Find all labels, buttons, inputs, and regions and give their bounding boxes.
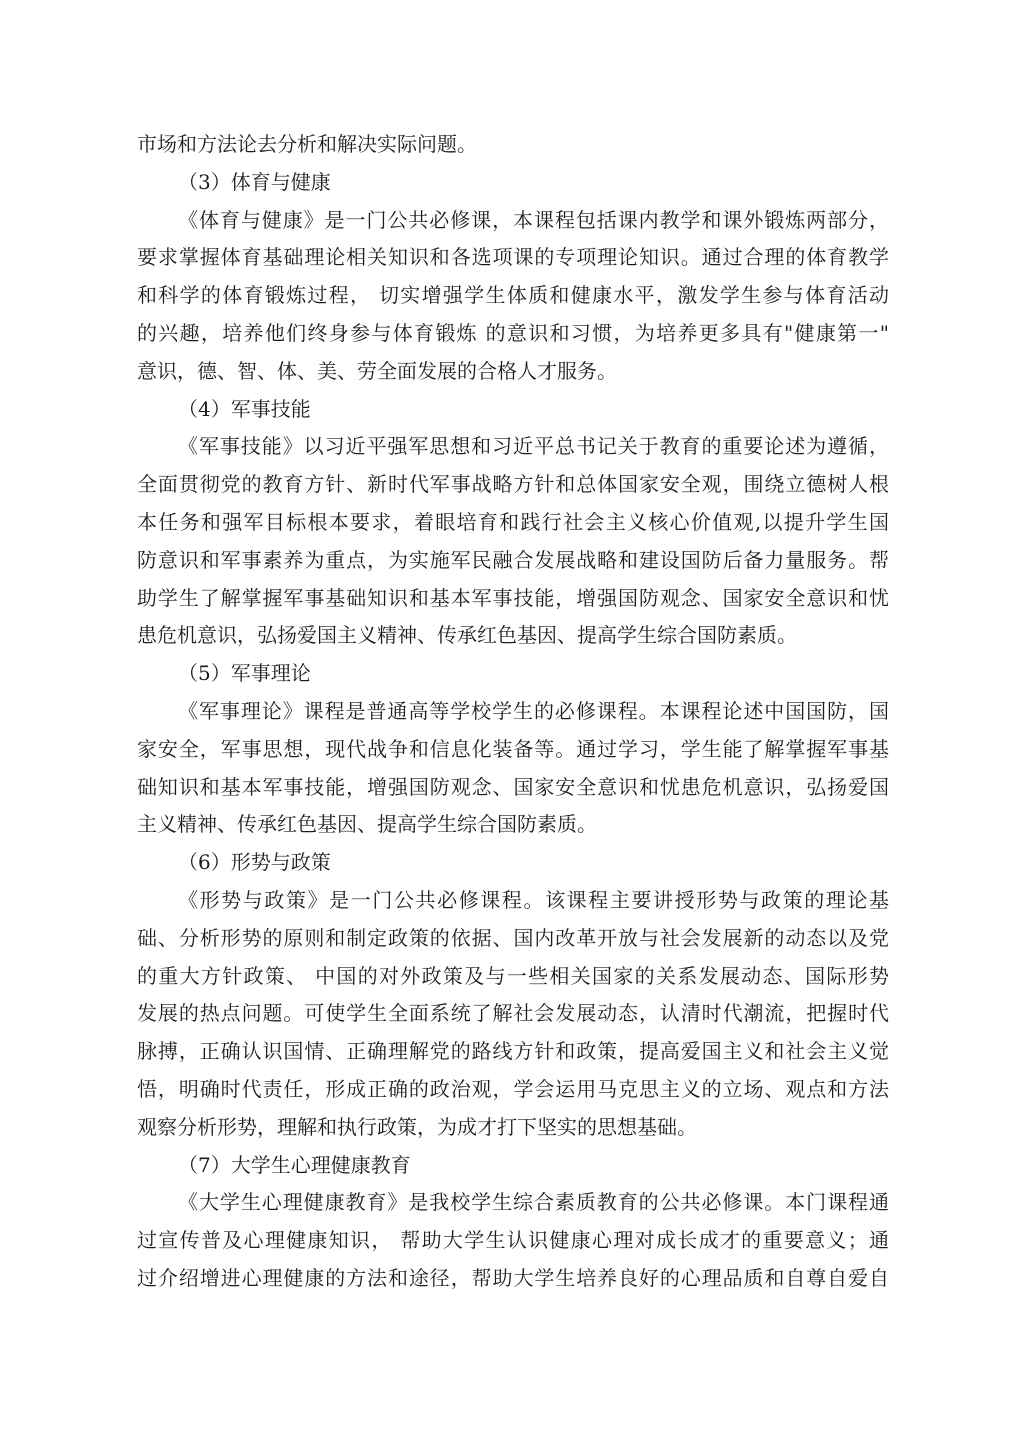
section-mental-health-education [137, 1147, 889, 1298]
paragraph-continuation [137, 126, 889, 164]
text-line: 脉搏，正确认识国情、正确理解党的路线方针和政策，提高爱国主义和社会主义觉 [137, 1039, 889, 1064]
text-line: 患危机意识，弘扬爱国主义精神、传承红色基因、提高学生综合国防素质。 [137, 623, 797, 648]
text-line: 全面贯彻党的教育方针、新时代军事战略方针和总体国家安全观，围绕立德树人根 [137, 472, 889, 497]
body-text [137, 126, 889, 1298]
text-line: 悟，明确时代责任，形成正确的政治观，学会运用马克思主义的立场、观点和方法 [137, 1076, 889, 1101]
section-physical-education [137, 164, 889, 391]
text-line: 《大学生心理健康教育》是我校学生综合素质教育的公共必修课。本门课程通 [178, 1190, 889, 1215]
text-line: 过介绍增进心理健康的方法和途径，帮助大学生培养良好的心理品质和自尊自爱自 [137, 1265, 889, 1290]
text-line: 发展的热点问题。可使学生全面系统了解社会发展动态，认清时代潮流，把握时代 [137, 1001, 889, 1026]
text-line: 意识，德、智、体、美、劳全面发展的合格人才服务。 [137, 358, 617, 383]
text-line: 《体育与健康》是一门公共必修课，本课程包括课内教学和课外锻炼两部分， [178, 207, 889, 232]
section-heading: （5）军事理论 [178, 661, 311, 686]
section-military-skills [137, 391, 889, 656]
text-line: 家安全，军事思想，现代战争和信息化装备等。通过学习，学生能了解掌握军事基 [137, 736, 889, 761]
text-line: 主义精神、传承红色基因、提高学生综合国防素质。 [137, 812, 597, 837]
text-line: 本任务和强军目标根本要求，着眼培育和践行社会主义核心价值观,以提升学生国 [137, 509, 889, 534]
text-line: 础知识和基本军事技能，增强国防观念、国家安全意识和忧患危机意识，弘扬爱国 [137, 774, 889, 799]
text-line: 的兴趣，培养他们终身参与体育锻炼 的意识和习惯，为培养更多具有"健康第一" [137, 320, 889, 345]
section-military-theory [137, 655, 889, 844]
text-line: 过宣传普及心理健康知识， 帮助大学生认识健康心理对成长成才的重要意义；通 [137, 1228, 889, 1253]
text-line: 和科学的体育锻炼过程， 切实增强学生体质和健康水平，激发学生参与体育活动 [137, 283, 889, 308]
text-line: 的重大方针政策、 中国的对外政策及与一些相关国家的关系发展动态、国际形势 [137, 963, 889, 988]
section-heading: （7）大学生心理健康教育 [178, 1152, 411, 1177]
text-line: 《军事技能》以习近平强军思想和习近平总书记关于教育的重要论述为遵循， [178, 434, 889, 459]
text-line: 观察分析形势，理解和执行政策，为成才打下坚实的思想基础。 [137, 1114, 697, 1139]
text-line: 础、分析形势的原则和制定政策的依据、国内改革开放与社会发展新的动态以及党 [137, 925, 889, 950]
text-line: 助学生了解掌握军事基础知识和基本军事技能，增强国防观念、国家安全意识和忧 [137, 585, 889, 610]
text-line: 市场和方法论去分析和解决实际问题。 [137, 132, 477, 156]
section-situation-and-policy [137, 844, 889, 1146]
text-line: 要求掌握体育基础理论相关知识和各选项课的专项理论知识。通过合理的体育教学 [137, 245, 889, 270]
section-heading: （4）军事技能 [178, 396, 311, 421]
text-line: 防意识和军事素养为重点，为实施军民融合发展战略和建设国防后备力量服务。帮 [137, 547, 889, 572]
section-heading: （6）形势与政策 [178, 850, 331, 875]
text-line: 《军事理论》课程是普通高等学校学生的必修课程。本课程论述中国国防，国 [178, 698, 889, 723]
section-heading: （3）体育与健康 [178, 169, 331, 194]
text-line: 《形势与政策》是一门公共必修课程。该课程主要讲授形势与政策的理论基 [178, 887, 889, 912]
